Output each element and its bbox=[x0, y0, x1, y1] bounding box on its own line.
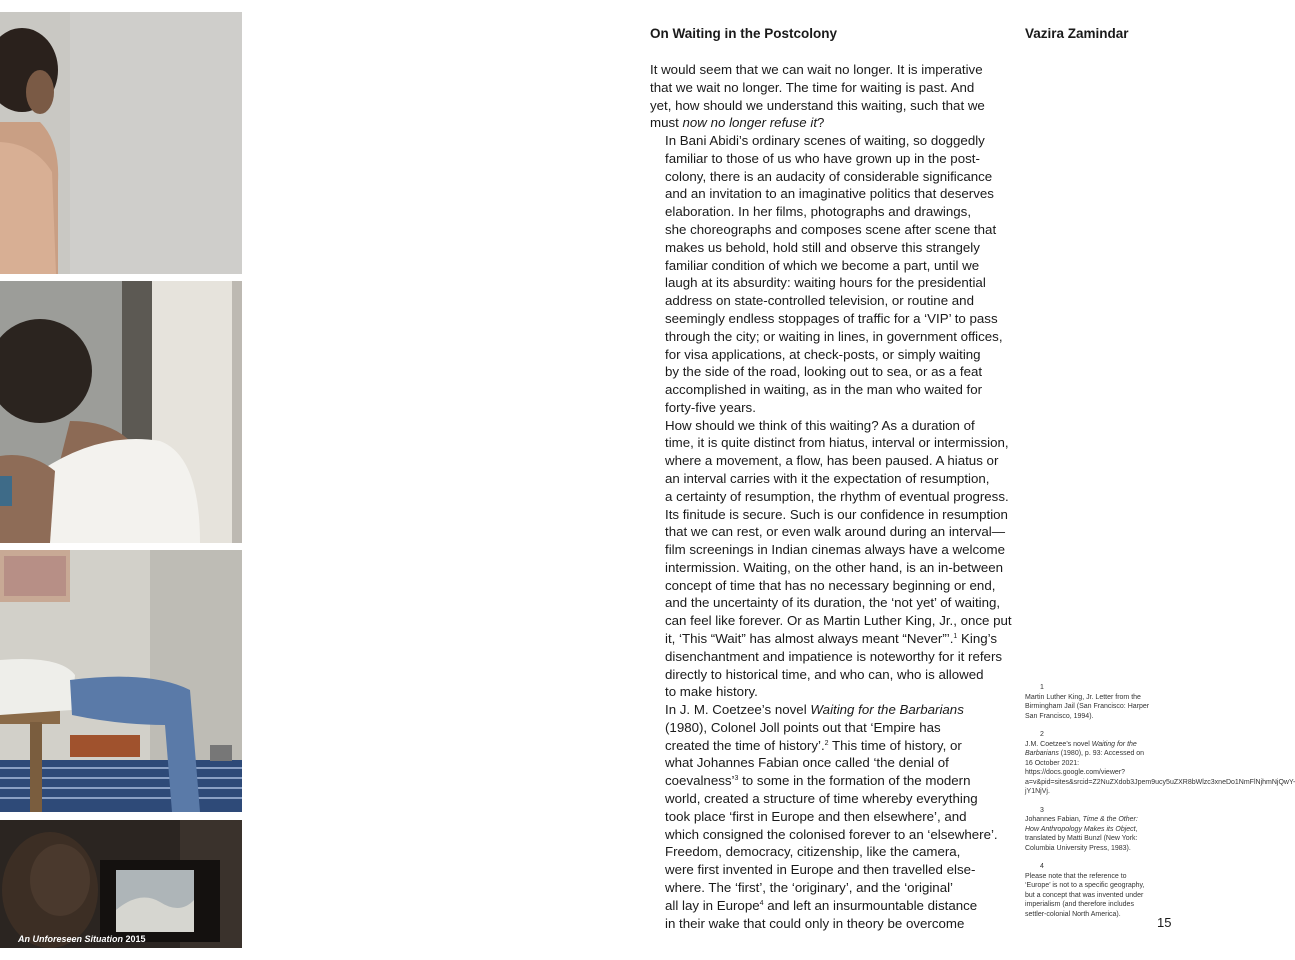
paragraph-2 bbox=[650, 132, 1012, 417]
text-line: to make history. bbox=[665, 684, 758, 700]
page-number: 15 bbox=[1157, 915, 1172, 930]
footnote-2 bbox=[1025, 730, 1295, 797]
text-line: for visa applications, at check-posts, or simply waiting bbox=[665, 346, 981, 362]
film-still-2-man-at-wall bbox=[0, 281, 242, 543]
paragraph-4 bbox=[650, 701, 1012, 932]
text-line: where. The ‘first’, the ‘originary’, and the ‘original’ bbox=[665, 879, 953, 895]
text-line: that we can rest, or even walk around during an interval— bbox=[665, 524, 1005, 540]
text-line: where a movement, a flow, has been paused. A hiatus or bbox=[665, 453, 999, 469]
footnote-1 bbox=[1025, 683, 1150, 721]
text-line: It would seem that we can wait no longer. It is imperative bbox=[650, 62, 983, 77]
text-line: address on state-controlled television, or routine and bbox=[665, 293, 974, 309]
film-still-3-man-lying bbox=[0, 550, 242, 812]
caption-title: An Unforeseen Situation bbox=[18, 934, 124, 944]
text-line: directly to historical time, and who can, who is allowed bbox=[665, 666, 984, 682]
text-line: she choreographs and composes scene after scene that bbox=[665, 222, 997, 238]
text-line: which consigned the colonised forever to an ‘elsewhere’. bbox=[665, 826, 998, 842]
text-line: How should we think of this waiting? As a duration of bbox=[665, 417, 975, 433]
text-line: a certainty of resumption, the rhythm of eventual progress. bbox=[665, 488, 1009, 504]
footnote-ref-2: 2 bbox=[824, 739, 829, 747]
essay-body bbox=[650, 61, 1012, 932]
paragraph-3 bbox=[650, 417, 1012, 702]
footnote-4 bbox=[1025, 862, 1150, 919]
footnote-ref-4: 4 bbox=[759, 899, 764, 907]
text-line: In J. M. Coetzee’s novel Waiting for the Barbarians bbox=[665, 702, 964, 718]
text-line: what Johannes Fabian once called ‘the denial of bbox=[665, 755, 949, 771]
text-line: and the uncertainty of its duration, the ‘not yet’ of waiting, bbox=[665, 595, 1001, 611]
text-line: familiar to those of us who have grown up in the post- bbox=[665, 150, 980, 166]
text-line: coevalness’$^3$ to some in the formation of the modern bbox=[665, 773, 971, 789]
footnote-text: J.M. Coetzee’s novel bbox=[1025, 740, 1092, 748]
text-line: all lay in Europe$^4$ and left an insurmountable distance bbox=[665, 897, 978, 913]
text-line: concept of time that has no necessary beginning or end, bbox=[665, 577, 996, 593]
text-line: time, it is quite distinct from hiatus, interval or intermission, bbox=[665, 435, 1009, 451]
text-line: Its finitude is secure. Such is our confidence in resumption bbox=[665, 506, 1008, 522]
footnote-text: (1980), p. 93: Accessed on 16 October 2021: https://docs.google.com/viewer?a=v&pid=sites&srcid=Z2NuZXdob3Jpem9ucy5uZXR8bWlzc3xneDo1NmFlNjhmNjQwY-jY1NjVj. bbox=[1025, 750, 1295, 795]
text-line: by the side of the road, looking out to sea, or as a feat bbox=[665, 364, 983, 380]
footnote-ref-1: 1 bbox=[953, 633, 958, 640]
author-name: Vazira Zamindar bbox=[1025, 26, 1129, 41]
footnote-book-title: Time & the Other: How Anthropology Makes its Object bbox=[1025, 816, 1138, 833]
text-line: must now no longer refuse it? bbox=[650, 115, 825, 131]
text-line: laugh at its absurdity: waiting hours for the presidential bbox=[665, 275, 986, 291]
text-line: disenchantment and impatience is noteworthy for it refers bbox=[665, 648, 1003, 664]
text-line: makes us behold, hold still and observe this strangely bbox=[665, 239, 980, 255]
text-line: took place ‘first in Europe and then elsewhere’, and bbox=[665, 808, 967, 824]
text-line: familiar condition of which we become a part, until we bbox=[665, 257, 980, 273]
text-line: colony, there is an audacity of considerable significance bbox=[665, 168, 993, 184]
text-line: In Bani Abidi’s ordinary scenes of waiting, so doggedly bbox=[665, 133, 985, 149]
text-line: elaboration. In her films, photographs and drawings, bbox=[665, 204, 972, 220]
footnote-number: 1 bbox=[1040, 684, 1044, 691]
text-line: forty-five years. bbox=[665, 399, 756, 415]
footnote-3 bbox=[1025, 806, 1150, 854]
text-line: that we wait no longer. The time for waiting is past. And bbox=[650, 79, 975, 95]
image-caption bbox=[18, 934, 146, 944]
text-line: world, created a structure of time whereby everything bbox=[665, 791, 978, 807]
text-line: (1980), Colonel Joll points out that ‘Empire has bbox=[665, 719, 941, 735]
film-still-1-man-back bbox=[0, 12, 242, 274]
text-line: yet, how should we understand this waiting, such that we bbox=[650, 97, 985, 113]
running-title: On Waiting in the Postcolony bbox=[650, 26, 837, 41]
text-line: an interval carries with it the expectation of resumption, bbox=[665, 470, 990, 486]
footnote-book-title: Waiting for the Barbarians bbox=[1025, 740, 1137, 757]
text-line: and an invitation to an imaginative politics that deserves bbox=[665, 186, 994, 202]
footnote-text: Johannes Fabian, bbox=[1025, 816, 1083, 823]
text-line: in their wake that could only in theory be overcome bbox=[665, 915, 965, 931]
footnote-text: Martin Luther King, Jr. Letter from the Birmingham Jail (San Francisco: Harper San Francisco, 1994). bbox=[1025, 693, 1150, 720]
emphasis: now no longer refuse it bbox=[682, 115, 818, 131]
text-line: film screenings in Indian cinemas always have a welcome bbox=[665, 542, 1005, 558]
footnote-number: 4 bbox=[1040, 863, 1044, 870]
footnote-number: 3 bbox=[1040, 806, 1044, 814]
text-line: can feel like forever. Or as Martin Luther King, Jr., once put bbox=[665, 613, 1012, 629]
film-still-4-man-watching-tv bbox=[0, 820, 242, 948]
paragraph-1 bbox=[650, 61, 1012, 132]
footnote-number: 2 bbox=[1040, 731, 1044, 738]
caption-year: 2015 bbox=[125, 934, 146, 944]
text-line: seemingly endless stoppages of traffic for a ‘VIP’ to pass bbox=[665, 310, 998, 326]
text-line: it, ‘This “Wait” has almost always meant “Never”’.$^1$ King’s bbox=[665, 631, 997, 646]
text-line: created the time of history’.$^2$ This time of history, or bbox=[665, 737, 962, 753]
text-line: accomplished in waiting, as in the man who waited for bbox=[665, 382, 983, 398]
text-line: intermission. Waiting, on the other hand, is an in-between bbox=[665, 559, 1004, 575]
footnote-ref-3: 3 bbox=[734, 775, 739, 783]
text-line: were first invented in Europe and then travelled else- bbox=[665, 862, 976, 878]
text-line: through the city; or waiting in lines, in government offices, bbox=[665, 328, 1003, 344]
text-line: Freedom, democracy, citizenship, like the camera, bbox=[665, 844, 961, 860]
footnote-text: , translated by Matti Bunzl (New York: Columbia University Press, 1983). bbox=[1025, 825, 1138, 852]
book-title: Waiting for the Barbarians bbox=[810, 702, 964, 718]
footnote-text: Please note that the reference to ‘Europe’ is not to a specific geography, but a concept that was invented under imperialism (and therefore includes settler-colonial North America). bbox=[1025, 872, 1145, 918]
